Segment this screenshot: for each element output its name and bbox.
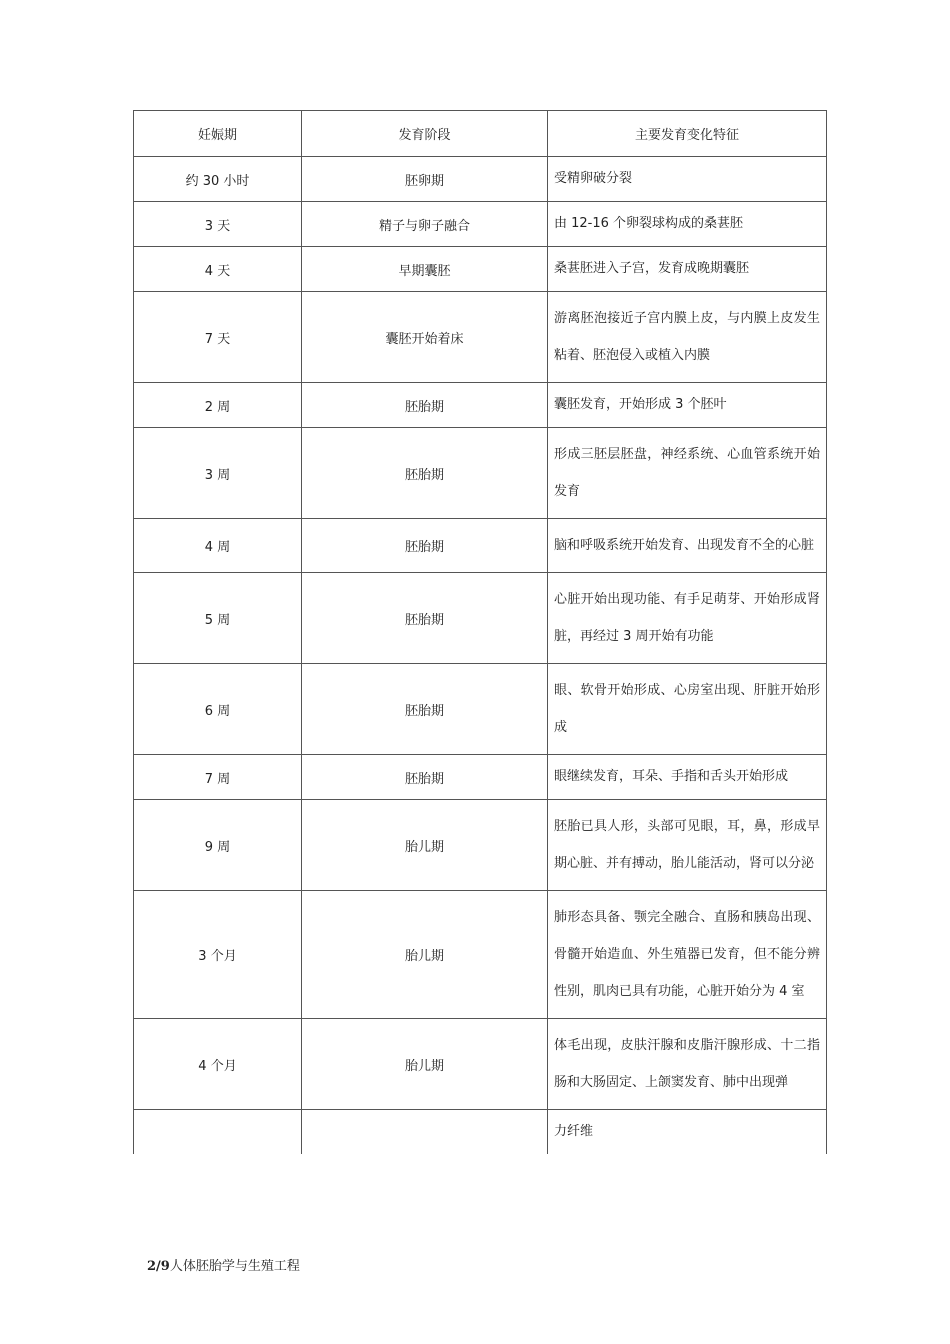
cell-stage: 囊胚开始着床 xyxy=(302,292,548,383)
table-row xyxy=(134,247,827,292)
cell-period xyxy=(134,1110,302,1155)
table-row xyxy=(134,755,827,800)
cell-feature: 脑和呼吸系统开始发育、出现发育不全的心脏 xyxy=(548,519,827,573)
cell-feature: 心脏开始出现功能、有手足萌芽、开始形成肾脏，再经过 3 周开始有功能 xyxy=(548,573,827,664)
cell-period: 3 周 xyxy=(134,428,302,519)
table-row xyxy=(134,891,827,1019)
footer-title: 人体胚胎学与生殖工程 xyxy=(169,1259,300,1274)
cell-period: 2 周 xyxy=(134,383,302,428)
cell-period: 3 个月 xyxy=(134,891,302,1019)
cell-feature: 由 12-16 个卵裂球构成的桑葚胚 xyxy=(548,202,827,247)
cell-period: 4 天 xyxy=(134,247,302,292)
cell-feature: 桑葚胚进入子宫，发育成晚期囊胚 xyxy=(548,247,827,292)
cell-stage: 胚胎期 xyxy=(302,755,548,800)
cell-stage: 胚卵期 xyxy=(302,157,548,202)
development-table xyxy=(133,110,827,1154)
cell-feature: 游离胚泡接近子宫内膜上皮，与内膜上皮发生粘着、胚泡侵入或植入内膜 xyxy=(548,292,827,383)
cell-period: 4 个月 xyxy=(134,1019,302,1110)
table-row xyxy=(134,1019,827,1110)
header-feature: 主要发育变化特征 xyxy=(548,111,827,157)
cell-feature: 形成三胚层胚盘，神经系统、心血管系统开始发育 xyxy=(548,428,827,519)
cell-stage: 胚胎期 xyxy=(302,383,548,428)
page-number: 2/9 xyxy=(147,1259,170,1274)
table-row xyxy=(134,383,827,428)
cell-stage: 胎儿期 xyxy=(302,800,548,891)
cell-period: 约 30 小时 xyxy=(134,157,302,202)
cell-period: 7 周 xyxy=(134,755,302,800)
table-row xyxy=(134,573,827,664)
cell-period: 9 周 xyxy=(134,800,302,891)
cell-stage xyxy=(302,1110,548,1155)
cell-feature: 体毛出现，皮肤汗腺和皮脂汗腺形成、十二指肠和大肠固定、上颌窦发育、肺中出现弹 xyxy=(548,1019,827,1110)
cell-feature: 眼、软骨开始形成、心房室出现、肝脏开始形成 xyxy=(548,664,827,755)
table-row xyxy=(134,157,827,202)
table-header-row xyxy=(134,111,827,157)
cell-period: 4 周 xyxy=(134,519,302,573)
cell-stage: 早期囊胚 xyxy=(302,247,548,292)
cell-period: 6 周 xyxy=(134,664,302,755)
cell-stage: 胚胎期 xyxy=(302,664,548,755)
header-stage: 发育阶段 xyxy=(302,111,548,157)
table-row-continued xyxy=(134,1110,827,1155)
cell-feature: 囊胚发育，开始形成 3 个胚叶 xyxy=(548,383,827,428)
cell-stage: 精子与卵子融合 xyxy=(302,202,548,247)
table-row xyxy=(134,800,827,891)
cell-period: 5 周 xyxy=(134,573,302,664)
cell-feature: 眼继续发育，耳朵、手指和舌头开始形成 xyxy=(548,755,827,800)
cell-period: 3 天 xyxy=(134,202,302,247)
cell-stage: 胎儿期 xyxy=(302,1019,548,1110)
cell-stage: 胚胎期 xyxy=(302,519,548,573)
table-row xyxy=(134,664,827,755)
cell-feature: 胚胎已具人形，头部可见眼，耳，鼻，形成早期心脏、并有搏动，胎儿能活动，肾可以分泌 xyxy=(548,800,827,891)
cell-stage: 胎儿期 xyxy=(302,891,548,1019)
table-row xyxy=(134,292,827,383)
table-row xyxy=(134,519,827,573)
cell-feature: 肺形态具备、颚完全融合、直肠和胰岛出现、骨髓开始造血、外生殖器已发育，但不能分辨性别，肌肉已具有功能，心脏开始分为 4 室 xyxy=(548,891,827,1019)
cell-stage: 胚胎期 xyxy=(302,573,548,664)
cell-feature: 力纤维 xyxy=(548,1110,827,1155)
table-row xyxy=(134,428,827,519)
header-period: 妊娠期 xyxy=(134,111,302,157)
cell-feature: 受精卵破分裂 xyxy=(548,157,827,202)
page-footer xyxy=(147,1255,300,1274)
table-row xyxy=(134,202,827,247)
cell-stage: 胚胎期 xyxy=(302,428,548,519)
cell-period: 7 天 xyxy=(134,292,302,383)
